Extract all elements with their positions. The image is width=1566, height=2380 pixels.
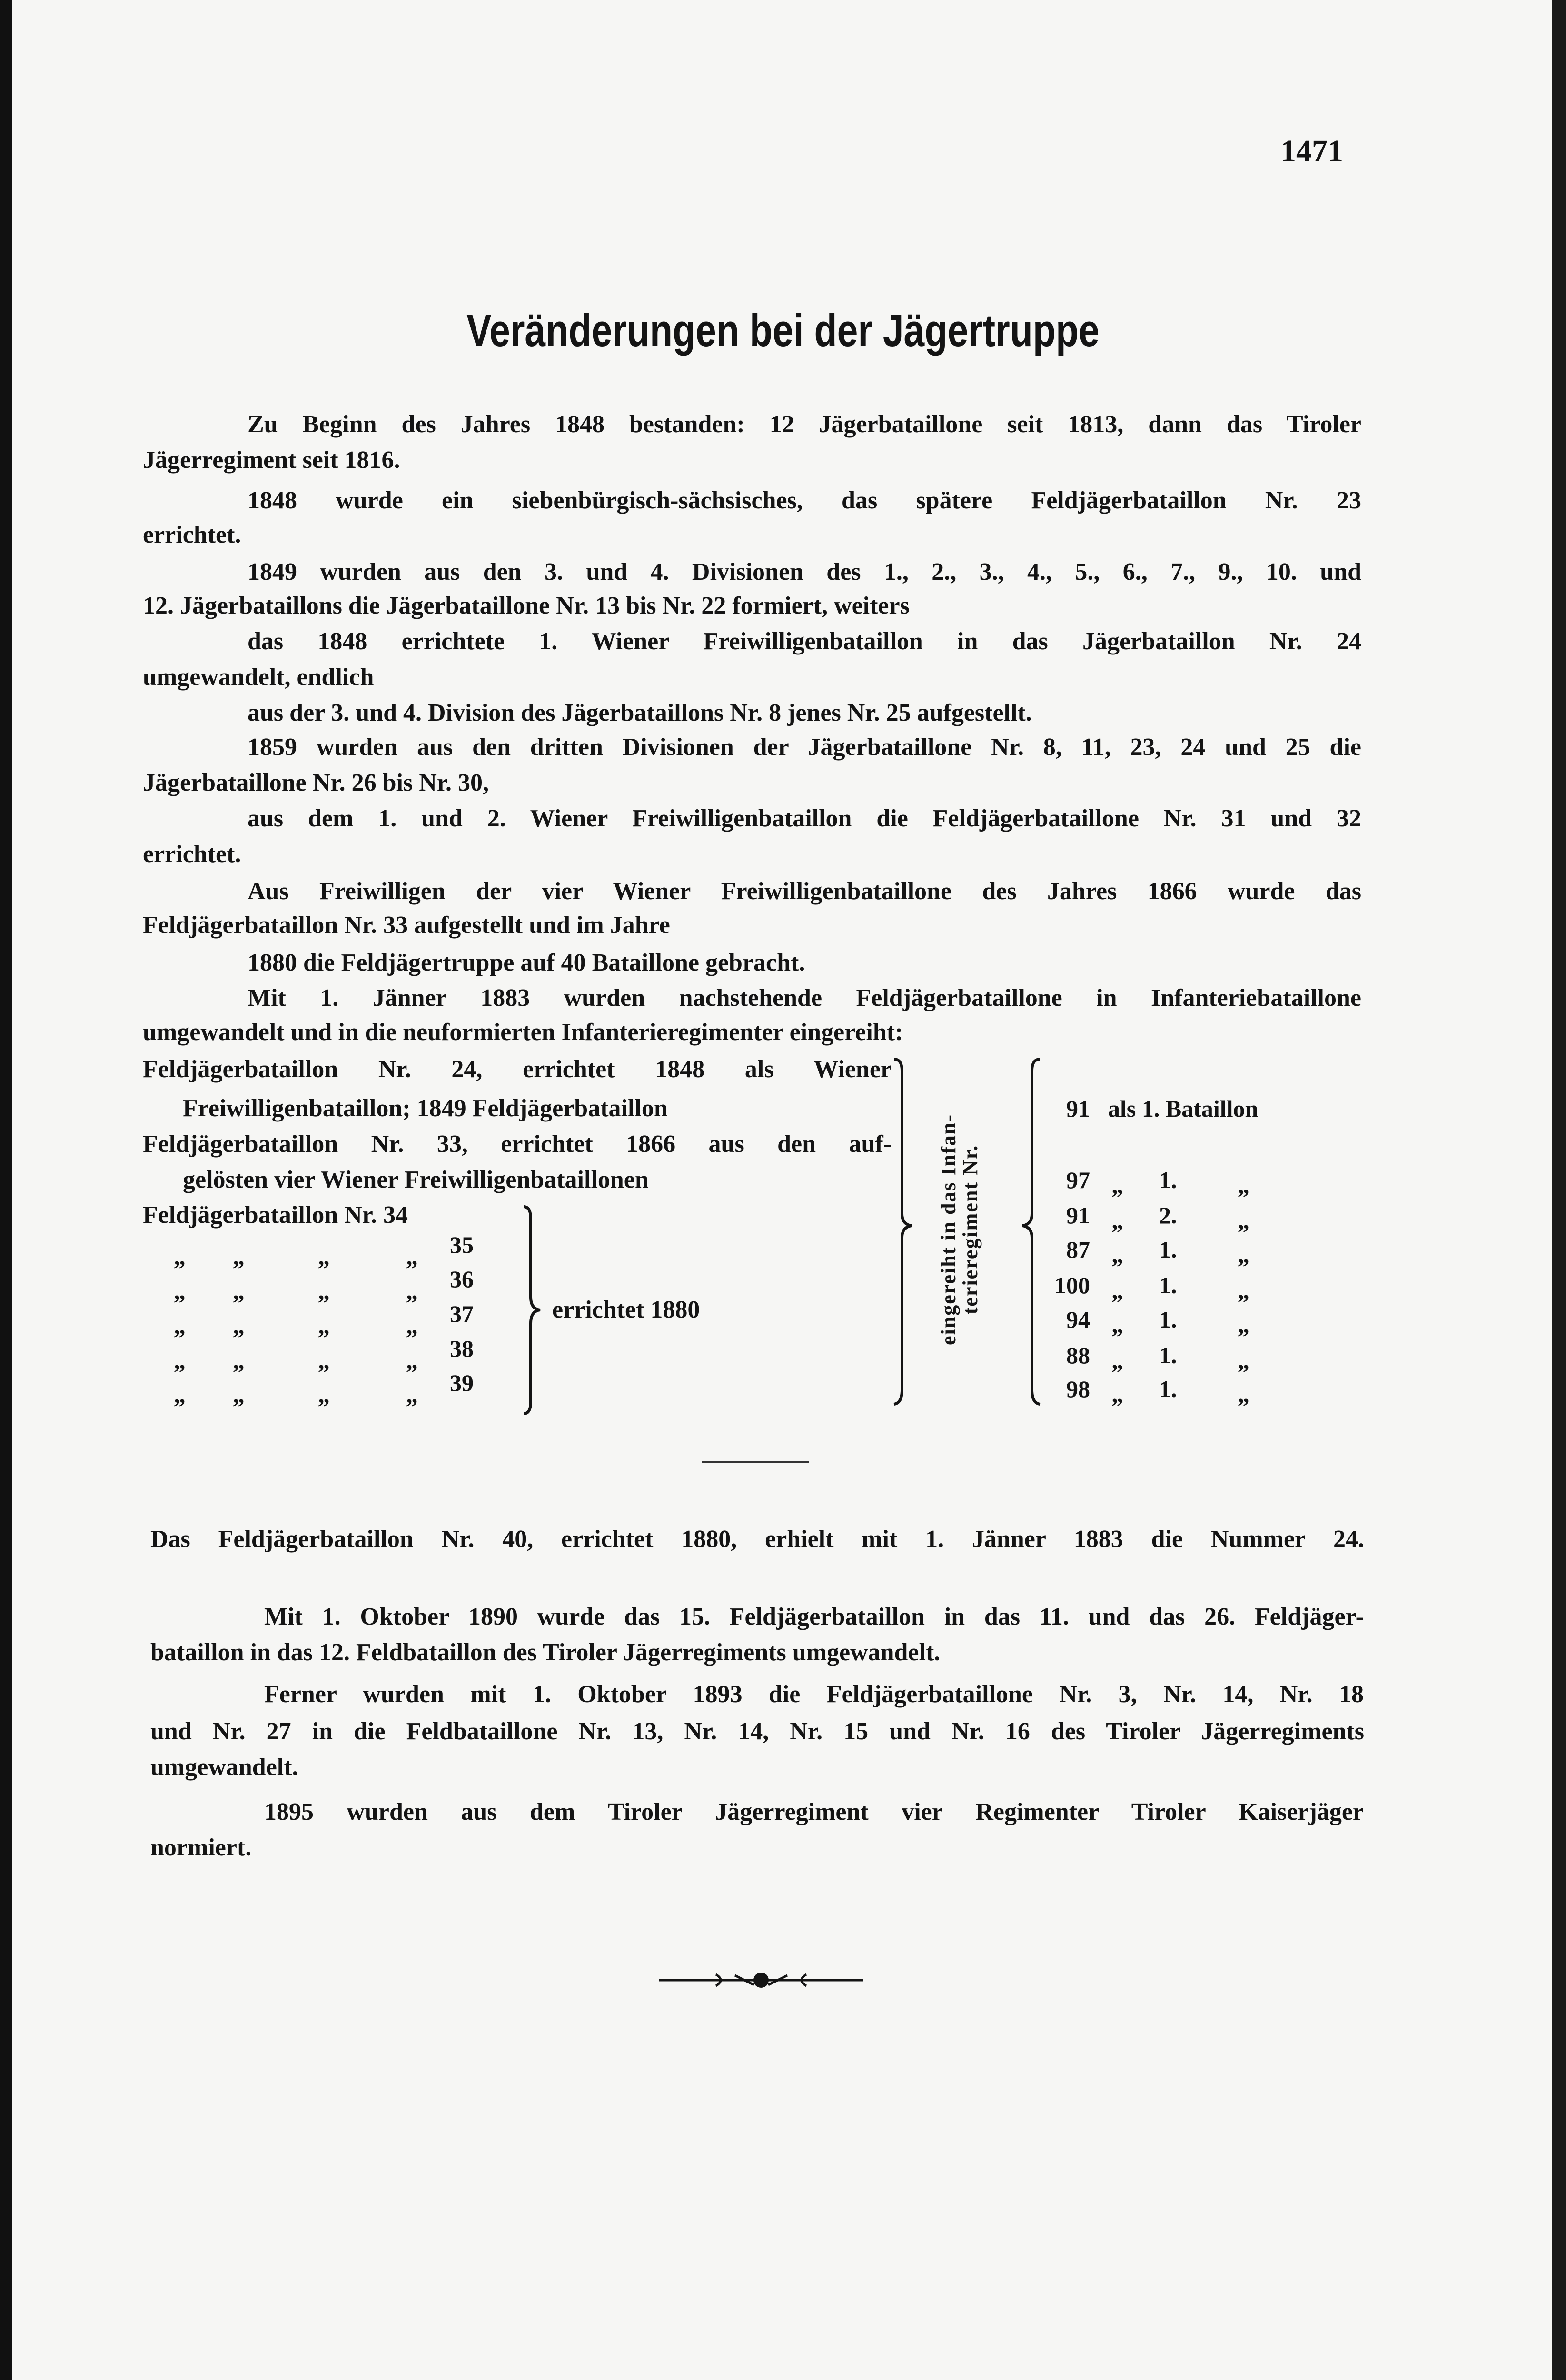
- separator-rule: [702, 1461, 809, 1463]
- rotated-label-line: terieregiment Nr.: [959, 1144, 982, 1315]
- ditto-mark: „: [406, 1243, 418, 1270]
- text-line: 1859 wurden aus den dritten Divisionen der Jägerbataillone Nr. 8, 11, 23, 24 und 25 die: [248, 734, 1361, 761]
- text-line: errichtet.: [143, 521, 241, 548]
- text-line: normiert.: [150, 1834, 252, 1861]
- battalion-ordinal: 2.: [1159, 1202, 1177, 1229]
- ditto-mark: „: [233, 1243, 245, 1270]
- ditto-mark: „: [1238, 1172, 1249, 1199]
- ditto-mark: „: [1111, 1241, 1123, 1268]
- regiment-number: 98: [1066, 1376, 1090, 1402]
- ornament-divider-icon: [659, 1966, 863, 1994]
- ditto-mark: „: [1238, 1241, 1249, 1268]
- ditto-mark: „: [174, 1243, 186, 1270]
- battalion-ordinal: 1.: [1159, 1272, 1177, 1299]
- text-line: Jägerregiment seit 1816.: [143, 446, 400, 474]
- regiment-number: 100: [1054, 1272, 1090, 1299]
- page-title: [0, 305, 1566, 357]
- ditto-mark: „: [406, 1312, 418, 1339]
- ditto-mark: „: [174, 1347, 186, 1374]
- ditto-mark: „: [174, 1381, 186, 1408]
- text-line: 12. Jägerbataillons die Jägerbataillone Nr. 13 bis Nr. 22 formiert, weiters: [143, 592, 910, 619]
- battalion-ordinal: 1.: [1159, 1306, 1177, 1333]
- text-line: Zu Beginn des Jahres 1848 bestanden: 12 Jägerbataillone seit 1813, dann das Tiroler: [248, 411, 1361, 438]
- text-line: Jägerbataillone Nr. 26 bis Nr. 30,: [143, 769, 489, 796]
- ditto-mark: „: [1111, 1207, 1123, 1234]
- table-left-line: Feldjägerbataillon Nr. 24, errichtet 1848 als Wiener: [143, 1056, 892, 1083]
- ditto-mark: „: [1238, 1381, 1249, 1408]
- ditto-mark: „: [1111, 1277, 1123, 1304]
- ditto-mark: „: [1111, 1172, 1123, 1199]
- text-line: Ferner wurden mit 1. Oktober 1893 die Feldjägerbataillone Nr. 3, Nr. 14, Nr. 18: [264, 1681, 1364, 1708]
- ditto-mark: „: [318, 1381, 330, 1408]
- ditto-mark: „: [318, 1347, 330, 1374]
- ditto-mark: „: [1111, 1311, 1123, 1338]
- battalion-ordinal: 1.: [1159, 1236, 1177, 1263]
- left-brace: [1019, 1057, 1047, 1409]
- rotated-label-line: eingereiht in das Infan-: [937, 1113, 960, 1346]
- text-line: Aus Freiwilligen der vier Wiener Freiwilligenbataillone des Jahres 1866 wurde das: [248, 878, 1361, 905]
- ditto-mark: „: [233, 1312, 245, 1339]
- text-line: aus dem 1. und 2. Wiener Freiwilligenbataillon die Feldjägerbataillone Nr. 31 und 32: [248, 805, 1361, 832]
- regiment-number: 91: [1066, 1095, 1090, 1122]
- ditto-mark: „: [406, 1278, 418, 1304]
- battalion-ordinal: 1.: [1159, 1342, 1177, 1368]
- ditto-mark: „: [1238, 1311, 1249, 1338]
- battalion-number: 37: [450, 1300, 474, 1327]
- text-line: und Nr. 27 in die Feldbataillone Nr. 13, Nr. 14, Nr. 15 und Nr. 16 des Tiroler Jägerregiments: [150, 1718, 1364, 1745]
- ditto-mark: „: [318, 1312, 330, 1339]
- text-line: Feldjägerbataillon Nr. 33 aufgestellt und im Jahre: [143, 912, 670, 939]
- table-left-line: Feldjägerbataillon Nr. 33, errichtet 1866 aus den auf-: [143, 1130, 892, 1158]
- regiment-number: 88: [1066, 1342, 1090, 1368]
- text-line: 1849 wurden aus den 3. und 4. Divisionen des 1., 2., 3., 4., 5., 6., 7., 9., 10. und: [248, 558, 1361, 585]
- title-text: Veränderungen bei der Jägertruppe: [466, 305, 1100, 356]
- battalion-number: 35: [450, 1231, 474, 1258]
- ditto-mark: „: [318, 1278, 330, 1304]
- rotated-label: [938, 1106, 985, 1353]
- ditto-mark: „: [1238, 1277, 1249, 1304]
- table-left-line: gelösten vier Wiener Freiwilligenbataillonen: [183, 1166, 649, 1193]
- battalion-ordinal: 1.: [1159, 1167, 1177, 1193]
- ditto-mark: „: [406, 1347, 418, 1374]
- ditto-mark: „: [174, 1312, 186, 1339]
- regiment-number: 97: [1066, 1167, 1090, 1193]
- text-line: 1880 die Feldjägertruppe auf 40 Bataillone gebracht.: [248, 949, 805, 976]
- battalion-number: 38: [450, 1335, 474, 1362]
- text-line: aus der 3. und 4. Division des Jägerbataillons Nr. 8 jenes Nr. 25 aufgestellt.: [248, 699, 1032, 726]
- ditto-mark: „: [233, 1381, 245, 1408]
- text-line: umgewandelt.: [150, 1754, 298, 1781]
- ditto-mark: „: [318, 1243, 330, 1270]
- regiment-number: 94: [1066, 1306, 1090, 1333]
- text-line: 1848 wurde ein siebenbürgisch-sächsisches, das spätere Feldjägerbataillon Nr. 23: [248, 487, 1361, 514]
- text-line: errichtet.: [143, 841, 241, 868]
- text-line: umgewandelt und in die neuformierten Infanterieregimenter eingereiht:: [143, 1019, 903, 1046]
- battalion-number: 39: [450, 1369, 474, 1396]
- battalion-number: 36: [450, 1266, 474, 1292]
- regiment-number: 91: [1066, 1202, 1090, 1229]
- battalion-ordinal: 1.: [1159, 1376, 1177, 1402]
- table-left-line: Freiwilligenbataillon; 1849 Feldjägerbataillon: [183, 1095, 668, 1122]
- text-line: umgewandelt, endlich: [143, 664, 374, 691]
- ditto-mark: „: [233, 1347, 245, 1374]
- ditto-mark: „: [406, 1381, 418, 1408]
- text-line: Mit 1. Jänner 1883 wurden nachstehende Feldjägerbataillone in Infanteriebataillone: [248, 984, 1361, 1012]
- table-left-line: Feldjägerbataillon Nr. 34: [143, 1201, 408, 1229]
- text-line: Mit 1. Oktober 1890 wurde das 15. Feldjägerbataillon in das 11. und das 26. Feldjäger-: [264, 1603, 1364, 1630]
- regiment-number: 87: [1066, 1236, 1090, 1263]
- right-brace: [890, 1057, 919, 1409]
- page-number: 1471: [1280, 134, 1343, 169]
- text-line: bataillon in das 12. Feldbataillon des Tiroler Jägerregiments umgewandelt.: [150, 1639, 941, 1666]
- ditto-mark: „: [1111, 1381, 1123, 1408]
- group-label: errichtet 1880: [552, 1296, 700, 1323]
- ditto-mark: „: [1238, 1207, 1249, 1234]
- battalion-label: als 1. Bataillon: [1108, 1095, 1259, 1122]
- ditto-mark: „: [1238, 1347, 1249, 1374]
- small-brace: [519, 1204, 547, 1418]
- ditto-mark: „: [174, 1278, 186, 1304]
- ditto-mark: „: [1111, 1347, 1123, 1374]
- text-line: Das Feldjägerbataillon Nr. 40, errichtet 1880, erhielt mit 1. Jänner 1883 die Nummer 24.: [150, 1526, 1364, 1553]
- ditto-mark: „: [233, 1278, 245, 1304]
- text-line: 1895 wurden aus dem Tiroler Jägerregiment vier Regimenter Tiroler Kaiserjäger: [264, 1798, 1364, 1825]
- text-line: das 1848 errichtete 1. Wiener Freiwilligenbataillon in das Jägerbataillon Nr. 24: [248, 628, 1361, 655]
